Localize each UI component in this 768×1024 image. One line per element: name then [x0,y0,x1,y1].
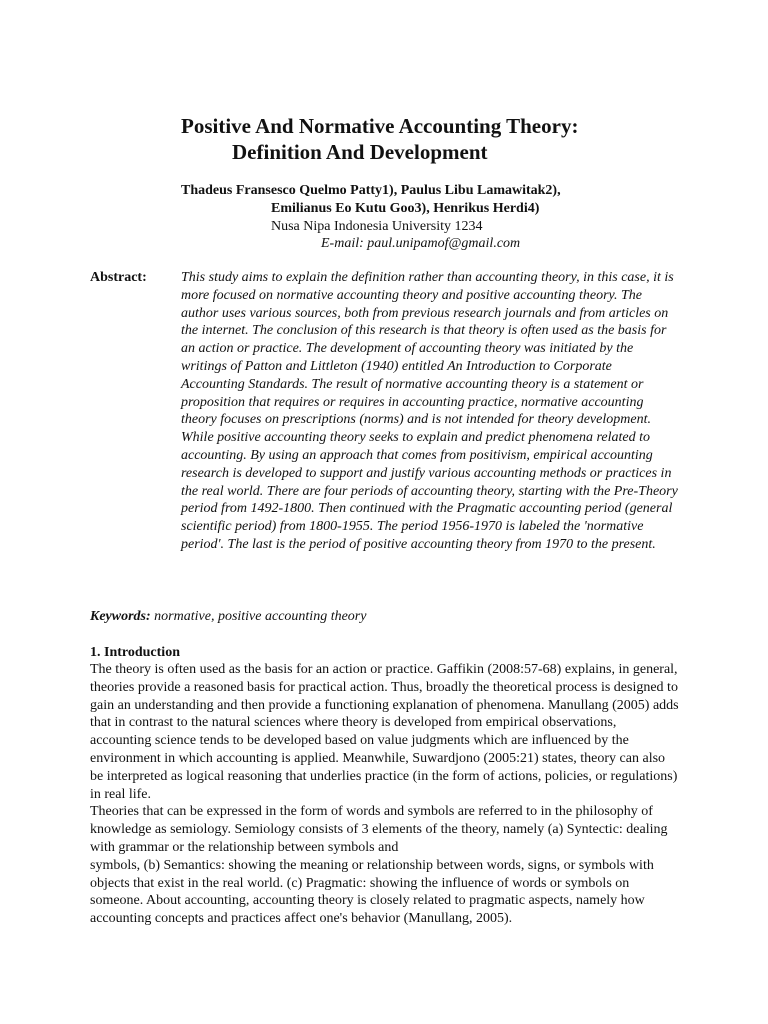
introduction-paragraph-3: symbols, (b) Semantics: showing the meaning or relationship between words, signs, or symbols with objects that exist in the real world. (c) Pragmatic: showing the influence of words or symbols on someone. About accounting, accounting theory is closely related to pragmatic aspects, namely how accounting concepts and practices affect one's behavior (Manullang, 2005). [90,857,654,927]
authors-line-1: Thadeus Fransesco Quelmo Patty1), Paulus Libu Lamawitak2), [181,183,561,198]
introduction-paragraph-1: The theory is often used as the basis for an action or practice. Gaffikin (2008:57-68) explains, in general, theories provide a reasoned basis for practical action. Thus, broadly the theoretical process is designed to gain an understanding and then provide a functioning explanation of phenomena. Manullang (2005) adds that in contrast to the natural sciences where theory is developed from empirical observations, accounting science tends to be developed based on value judgments which are influenced by the environment in which accounting is applied. Meanwhile, Suwardjono (2005:21) states, theory can also be interpreted as logical reasoning that underlies practice (in the form of actions, policies, or regulations) in real life. [90,662,679,802]
keywords-text: normative, positive accounting theory [154,609,367,624]
paper-title-line-2: Definition And Development [232,140,488,164]
abstract-text: This study aims to explain the definition rather than accounting theory, in this case, it is more focused on normative accounting theory and positive accounting theory. The author uses various sources, both from previous research journals and from articles on the internet. The conclusion of this research is that theory is often used as the basis for an action or practice. The development of accounting theory was initiated by the writings of Patton and Littleton (1940) entitled An Introduction to Corporate Accounting Standards. The result of normative accounting theory is a statement or proposition that requires or requires in accounting practice, normative accounting theory focuses on prescriptions (norms) and is not intended for theory development. While positive accounting theory seeks to explain and predict phenomena related to accounting. By using an approach that comes from positivism, empirical accounting research is developed to support and justify various accounting methods or practices in the real world. There are four periods of accounting theory, starting with the Pre-Theory period from 1492-1800. Then continued with the Pragmatic accounting period (general scientific period) from 1800-1955. The period 1956-1970 is labeled the 'normative period'. The last is the period of positive accounting theory from 1970 to the present. [181,270,678,552]
introduction-heading: 1. Introduction [90,645,180,660]
paper-title-line-1: Positive And Normative Accounting Theory: [181,114,579,138]
introduction-paragraph-2: Theories that can be expressed in the form of words and symbols are referred to in the philosophy of knowledge as semiology. Semiology consists of 3 elements of the theory, namely (a) Syntectic: dealing with grammar or the relationship between symbols and [90,804,668,855]
keywords [90,608,366,626]
authors-line-2: Emilianus Eo Kutu Goo3), Henrikus Herdi4) [271,201,540,216]
affiliation: Nusa Nipa Indonesia University 1234 [271,219,483,234]
introduction-body [90,661,680,928]
keywords-label: Keywords: [90,609,151,624]
abstract-label: Abstract: [90,270,147,285]
author-email: E-mail: paul.unipamof@gmail.com [321,236,521,251]
